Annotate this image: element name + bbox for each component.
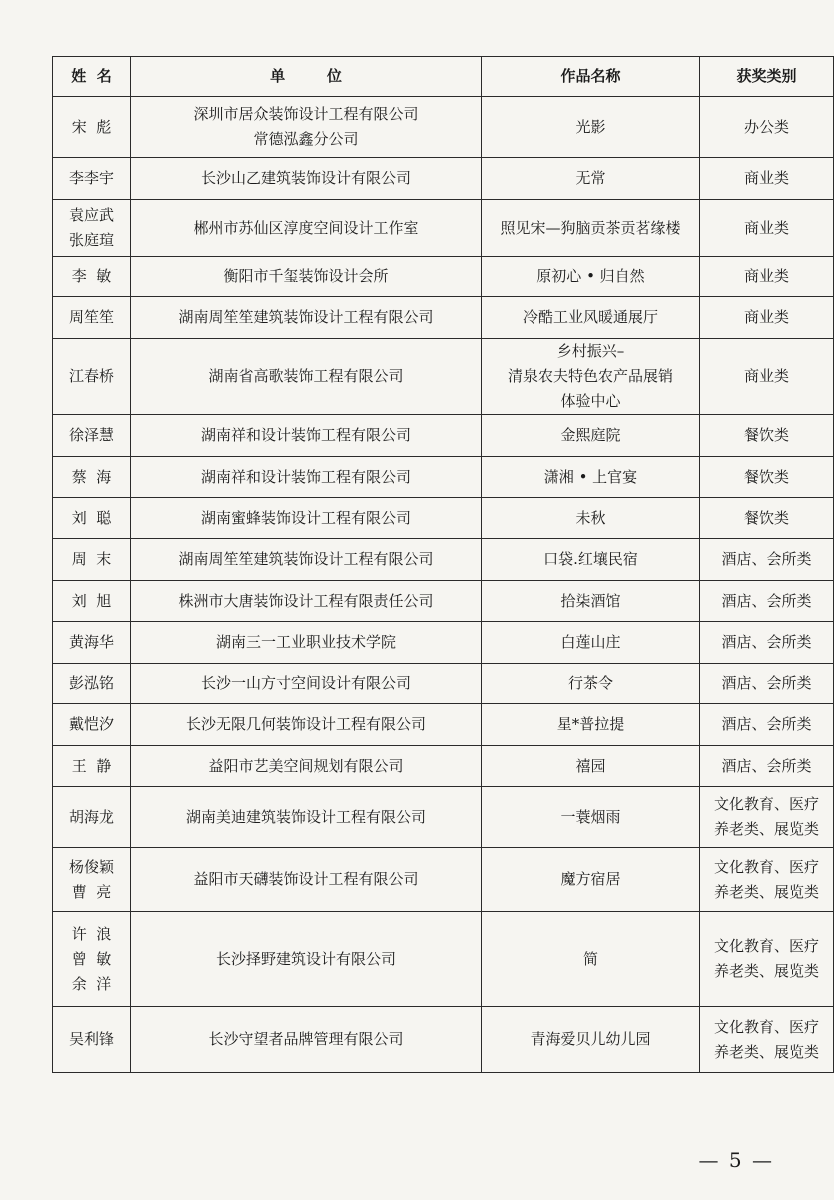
cell-category-line: 商业类 — [743, 267, 789, 285]
cell-category — [700, 257, 834, 297]
cell-category-line: 餐饮类 — [743, 467, 789, 486]
cell-unit-line: 益阳市天礴装饰设计工程有限公司 — [193, 870, 419, 888]
cell-unit — [131, 746, 482, 787]
cell-unit — [131, 664, 482, 704]
cell-category — [700, 97, 834, 158]
cell-category-line: 养老类、展览类 — [713, 820, 819, 838]
cell-unit — [131, 97, 482, 158]
cell-unit — [131, 581, 482, 622]
cell-work-line: 无常 — [575, 169, 606, 187]
cell-category-line: 文化教育、医疗 — [713, 937, 819, 955]
table-row — [53, 97, 834, 158]
cell-category-line: 文化教育、医疗 — [713, 857, 819, 876]
cell-category — [700, 158, 834, 200]
page-number: — 5 — — [698, 1148, 774, 1172]
table-row — [53, 297, 834, 339]
cell-category-line: 商业类 — [743, 308, 789, 326]
cell-unit-line: 湖南省高歌装饰工程有限公司 — [208, 367, 404, 385]
cell-unit — [131, 912, 482, 1007]
table-row — [53, 339, 834, 415]
cell-unit-line: 常德泓鑫分公司 — [253, 130, 359, 148]
table-row — [53, 848, 834, 912]
cell-work — [482, 1007, 700, 1073]
cell-category-line: 商业类 — [743, 218, 789, 237]
cell-work — [482, 158, 700, 200]
cell-category — [700, 581, 834, 622]
cell-name — [53, 622, 131, 664]
cell-name-line: 周笙笙 — [68, 308, 114, 326]
cell-name — [53, 704, 131, 746]
cell-work-line: 魔方宿居 — [560, 870, 621, 888]
cell-name-line: 黄海华 — [68, 633, 114, 651]
cell-name — [53, 200, 131, 257]
cell-unit — [131, 1007, 482, 1073]
cell-work — [482, 457, 700, 498]
awards-table — [52, 56, 834, 1073]
cell-name-line: 胡海龙 — [68, 807, 114, 826]
cell-work — [482, 415, 700, 457]
cell-name-line: 袁应武 — [68, 206, 114, 224]
cell-work-line: 未秋 — [575, 508, 606, 527]
cell-work — [482, 787, 700, 848]
table-row — [53, 1007, 834, 1073]
cell-unit — [131, 158, 482, 200]
cell-category — [700, 848, 834, 912]
cell-unit — [131, 539, 482, 581]
cell-work — [482, 581, 700, 622]
cell-work — [482, 257, 700, 297]
cell-category-line: 文化教育、医疗 — [713, 795, 819, 813]
cell-name-line: 李 敏 — [71, 267, 112, 285]
cell-category — [700, 297, 834, 339]
cell-unit-line: 长沙山乙建筑装饰设计有限公司 — [200, 169, 411, 187]
cell-name-line: 吴利锋 — [68, 1030, 114, 1048]
cell-category — [700, 622, 834, 664]
cell-unit-line: 郴州市苏仙区淳度空间设计工作室 — [193, 218, 419, 237]
cell-category-line: 酒店、会所类 — [721, 550, 812, 568]
cell-work-line: 照见宋—狗脑贡茶贡茗缘楼 — [500, 218, 681, 237]
cell-unit — [131, 415, 482, 457]
cell-unit-line: 湖南美迪建筑装饰设计工程有限公司 — [185, 807, 426, 826]
header-name: 姓 名 — [53, 57, 131, 97]
cell-work — [482, 297, 700, 339]
cell-category-line: 商业类 — [743, 367, 789, 385]
cell-category-line: 酒店、会所类 — [721, 715, 812, 733]
cell-name-line: 刘 旭 — [71, 591, 112, 610]
cell-unit-line: 衡阳市千玺装饰设计会所 — [223, 267, 389, 285]
cell-work-line: 冷酷工业风暖通展厅 — [522, 308, 658, 326]
cell-name — [53, 257, 131, 297]
cell-name-line: 王 静 — [71, 756, 112, 775]
cell-work-line: 清泉农夫特色农产品展销 — [507, 367, 673, 385]
table-row — [53, 912, 834, 1007]
table-row — [53, 787, 834, 848]
cell-work-line: 潇湘 • 上官宴 — [543, 467, 638, 486]
cell-name — [53, 339, 131, 415]
cell-work-line: 原初心 • 归自然 — [536, 267, 645, 285]
cell-work-line: 乡村振兴– — [556, 342, 625, 360]
cell-work — [482, 622, 700, 664]
cell-unit — [131, 622, 482, 664]
cell-category — [700, 415, 834, 457]
cell-work-line: 光影 — [575, 117, 606, 136]
cell-work — [482, 200, 700, 257]
cell-work — [482, 746, 700, 787]
cell-unit-line: 长沙守望者品牌管理有限公司 — [208, 1030, 404, 1048]
cell-unit-line: 深圳市居众装饰设计工程有限公司 — [193, 105, 419, 123]
cell-work-line: 白莲山庄 — [560, 633, 621, 651]
cell-name-line: 彭泓铭 — [68, 674, 114, 692]
cell-name — [53, 415, 131, 457]
cell-name — [53, 539, 131, 581]
cell-work-line: 简 — [582, 949, 598, 968]
cell-name-line: 杨俊颖 — [68, 857, 114, 876]
cell-unit-line: 长沙一山方寸空间设计有限公司 — [200, 674, 411, 692]
cell-work — [482, 498, 700, 539]
cell-category — [700, 200, 834, 257]
cell-unit — [131, 297, 482, 339]
cell-work — [482, 539, 700, 581]
cell-name — [53, 1007, 131, 1073]
cell-work-line: 体验中心 — [560, 392, 621, 410]
cell-category — [700, 339, 834, 415]
cell-name-line: 许 浪 — [71, 924, 112, 943]
cell-work — [482, 912, 700, 1007]
table-row — [53, 158, 834, 200]
table-header-row — [53, 57, 834, 97]
cell-name-line: 曾 敏 — [71, 949, 112, 968]
cell-unit — [131, 787, 482, 848]
cell-name — [53, 97, 131, 158]
cell-category-line: 办公类 — [743, 117, 789, 136]
table-row — [53, 200, 834, 257]
cell-unit-line: 长沙择野建筑设计有限公司 — [215, 949, 396, 968]
cell-unit-line: 湖南周笙笙建筑装饰设计工程有限公司 — [178, 308, 434, 326]
table-row — [53, 457, 834, 498]
table-row — [53, 539, 834, 581]
table-row — [53, 704, 834, 746]
cell-category — [700, 912, 834, 1007]
cell-category — [700, 664, 834, 704]
cell-category — [700, 746, 834, 787]
cell-name-line: 江春桥 — [68, 367, 114, 385]
cell-work-line: 口袋.红壤民宿 — [543, 550, 638, 568]
cell-category-line: 酒店、会所类 — [721, 756, 812, 775]
cell-name-line: 张庭瑄 — [68, 231, 114, 249]
cell-name — [53, 848, 131, 912]
cell-work — [482, 339, 700, 415]
cell-name — [53, 787, 131, 848]
table-row — [53, 415, 834, 457]
table-row — [53, 581, 834, 622]
cell-work — [482, 97, 700, 158]
cell-unit — [131, 498, 482, 539]
cell-category-line: 商业类 — [743, 169, 789, 187]
cell-unit-line: 湖南蜜蜂装饰设计工程有限公司 — [200, 508, 411, 527]
cell-work-line: 星*普拉提 — [556, 715, 625, 733]
cell-category-line: 养老类、展览类 — [713, 882, 819, 901]
cell-category-line: 养老类、展览类 — [713, 962, 819, 980]
cell-name — [53, 457, 131, 498]
cell-unit — [131, 257, 482, 297]
cell-category — [700, 787, 834, 848]
cell-name-line: 戴恺汐 — [68, 715, 114, 733]
cell-unit-line: 湖南三一工业职业技术学院 — [215, 633, 396, 651]
cell-work-line: 青海爱贝儿幼儿园 — [530, 1030, 651, 1048]
cell-name — [53, 498, 131, 539]
cell-category — [700, 539, 834, 581]
cell-category — [700, 457, 834, 498]
cell-category-line: 餐饮类 — [743, 426, 789, 444]
cell-work-line: 金熙庭院 — [560, 426, 621, 444]
cell-unit — [131, 200, 482, 257]
table-row — [53, 622, 834, 664]
cell-work-line: 禧园 — [575, 756, 606, 775]
cell-category — [700, 704, 834, 746]
cell-work — [482, 664, 700, 704]
cell-unit — [131, 339, 482, 415]
cell-unit — [131, 704, 482, 746]
cell-category-line: 养老类、展览类 — [713, 1042, 819, 1061]
cell-name-line: 蔡 海 — [71, 467, 112, 486]
header-category: 获奖类别 — [700, 57, 834, 97]
cell-name-line: 刘 聪 — [71, 508, 112, 527]
cell-name-line: 徐泽慧 — [68, 426, 114, 444]
cell-category-line: 酒店、会所类 — [721, 591, 812, 610]
cell-work-line: 一蓑烟雨 — [560, 807, 621, 826]
cell-name — [53, 581, 131, 622]
cell-unit-line: 益阳市艺美空间规划有限公司 — [208, 756, 404, 775]
cell-name-line: 余 洋 — [71, 974, 112, 993]
cell-category — [700, 498, 834, 539]
table-row — [53, 746, 834, 787]
cell-work-line: 行茶令 — [567, 674, 613, 692]
cell-name — [53, 664, 131, 704]
cell-unit — [131, 848, 482, 912]
cell-category-line: 餐饮类 — [743, 508, 789, 527]
cell-unit-line: 湖南祥和设计装饰工程有限公司 — [200, 426, 411, 444]
cell-name — [53, 746, 131, 787]
cell-name-line: 宋 彪 — [71, 117, 112, 136]
cell-category-line: 文化教育、医疗 — [713, 1017, 819, 1036]
cell-name-line: 李李宇 — [68, 169, 114, 187]
table-row — [53, 664, 834, 704]
cell-unit-line: 湖南周笙笙建筑装饰设计工程有限公司 — [178, 550, 434, 568]
cell-work — [482, 704, 700, 746]
table-row — [53, 498, 834, 539]
cell-category-line: 酒店、会所类 — [721, 633, 812, 651]
cell-name-line: 曹 亮 — [71, 882, 112, 901]
cell-name — [53, 297, 131, 339]
cell-unit — [131, 457, 482, 498]
cell-name — [53, 158, 131, 200]
cell-unit-line: 株洲市大唐装饰设计工程有限责任公司 — [178, 591, 434, 610]
cell-unit-line: 长沙无限几何装饰设计工程有限公司 — [185, 715, 426, 733]
cell-work — [482, 848, 700, 912]
cell-category — [700, 1007, 834, 1073]
cell-unit-line: 湖南祥和设计装饰工程有限公司 — [200, 467, 411, 486]
cell-name — [53, 912, 131, 1007]
header-unit: 单 位 — [131, 57, 482, 97]
cell-category-line: 酒店、会所类 — [721, 674, 812, 692]
table-body — [53, 97, 834, 1073]
table-row — [53, 257, 834, 297]
header-work: 作品名称 — [482, 57, 700, 97]
cell-work-line: 拾柒酒馆 — [560, 591, 621, 610]
cell-name-line: 周 末 — [71, 550, 112, 568]
